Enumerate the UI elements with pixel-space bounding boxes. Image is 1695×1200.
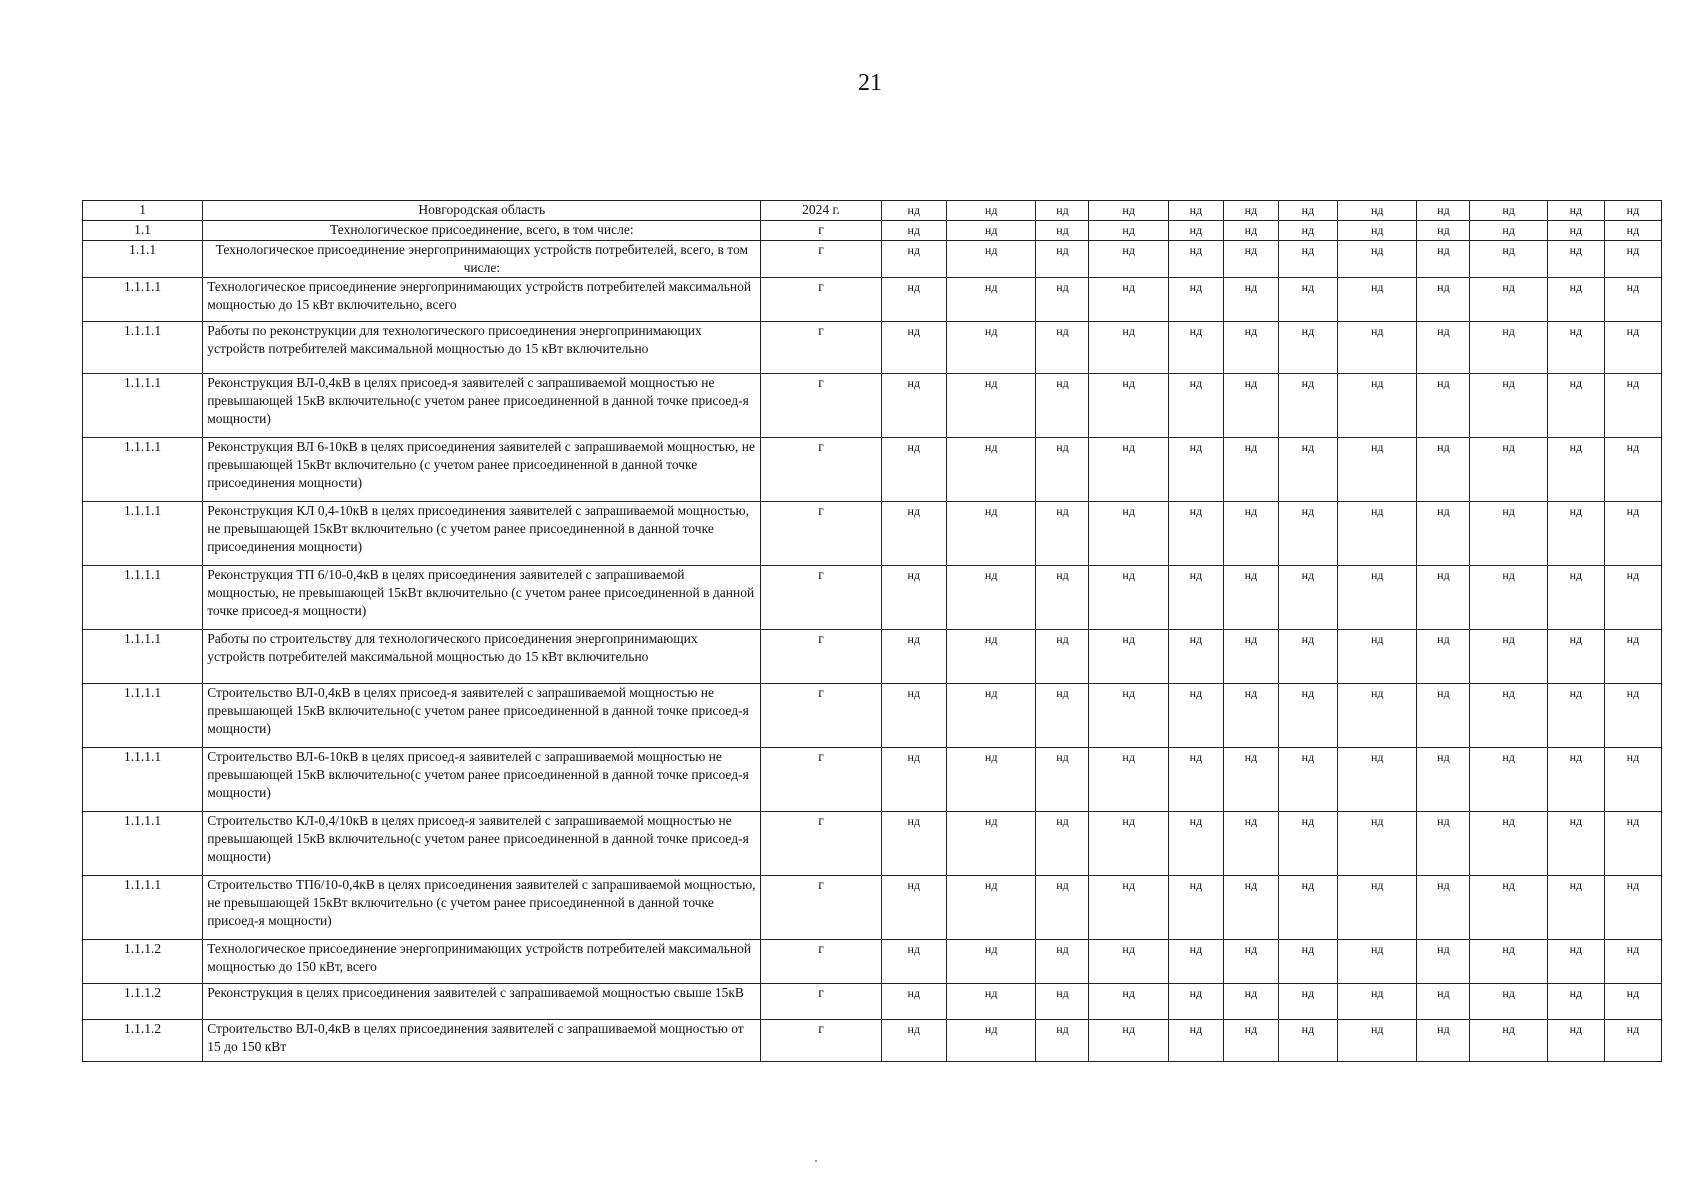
row-value: нд bbox=[1036, 984, 1089, 1020]
row-value: нд bbox=[1417, 684, 1470, 748]
row-value: нд bbox=[1470, 374, 1547, 438]
row-code: 1 bbox=[83, 201, 203, 221]
row-year: г bbox=[761, 1020, 881, 1062]
row-value: нд bbox=[1604, 201, 1661, 221]
row-value: нд bbox=[1470, 684, 1547, 748]
row-value: нд bbox=[1036, 374, 1089, 438]
row-value: нд bbox=[1089, 748, 1168, 812]
investment-table bbox=[82, 200, 1662, 1062]
row-code: 1.1.1.2 bbox=[83, 984, 203, 1020]
row-value: нд bbox=[1036, 278, 1089, 322]
row-value: нд bbox=[1470, 201, 1547, 221]
row-value: нд bbox=[1278, 630, 1337, 684]
row-value: нд bbox=[1337, 1020, 1416, 1062]
row-value: нд bbox=[1337, 940, 1416, 984]
row-value: нд bbox=[1168, 684, 1223, 748]
row-value: нд bbox=[1168, 630, 1223, 684]
row-year: г bbox=[761, 241, 881, 278]
row-value: нд bbox=[1417, 748, 1470, 812]
row-value: нд bbox=[1168, 322, 1223, 374]
row-value: нд bbox=[1417, 1020, 1470, 1062]
table-row bbox=[83, 241, 1662, 278]
row-value: нд bbox=[1337, 322, 1416, 374]
scan-speck bbox=[815, 1160, 817, 1162]
row-value: нд bbox=[1604, 630, 1661, 684]
row-code: 1.1.1 bbox=[83, 241, 203, 278]
row-year: г bbox=[761, 812, 881, 876]
row-year: г bbox=[761, 221, 881, 241]
row-value: нд bbox=[1278, 1020, 1337, 1062]
row-value: нд bbox=[1417, 566, 1470, 630]
row-value: нд bbox=[1278, 374, 1337, 438]
row-value: нд bbox=[1417, 940, 1470, 984]
table-row bbox=[83, 940, 1662, 984]
row-name: Строительство ВЛ-6-10кВ в целях присоед-я заявителей с запрашиваемой мощностью не превышающей 15кВ включительно(с учетом ранее присоединенной в данной точке присоед-я мощности) bbox=[203, 748, 761, 812]
row-value: нд bbox=[1089, 630, 1168, 684]
row-value: нд bbox=[1337, 241, 1416, 278]
table-row bbox=[83, 502, 1662, 566]
table-row bbox=[83, 278, 1662, 322]
row-name: Реконструкция КЛ 0,4-10кВ в целях присоединения заявителей с запрашиваемой мощностью, не превышающей 15кВт включительно (с учетом ранее присоединенной в данной точке присоединения мощности) bbox=[203, 502, 761, 566]
row-name: Новгородская область bbox=[203, 201, 761, 221]
row-value: нд bbox=[1278, 241, 1337, 278]
row-value: нд bbox=[1470, 278, 1547, 322]
row-value: нд bbox=[1604, 374, 1661, 438]
row-value: нд bbox=[1089, 1020, 1168, 1062]
row-value: нд bbox=[1604, 1020, 1661, 1062]
row-value: нд bbox=[881, 748, 946, 812]
row-value: нд bbox=[1036, 502, 1089, 566]
row-value: нд bbox=[1604, 241, 1661, 278]
row-value: нд bbox=[1168, 502, 1223, 566]
table-row bbox=[83, 812, 1662, 876]
row-value: нд bbox=[1417, 374, 1470, 438]
row-name: Работы по строительству для технологического присоединения энергопринимающих устройств потребителей максимальной мощностью до 15 кВт включительно bbox=[203, 630, 761, 684]
row-value: нд bbox=[1223, 241, 1278, 278]
row-year: г bbox=[761, 630, 881, 684]
row-value: нд bbox=[1278, 201, 1337, 221]
row-value: нд bbox=[1089, 221, 1168, 241]
row-value: нд bbox=[1278, 502, 1337, 566]
row-value: нд bbox=[1278, 876, 1337, 940]
row-name: Строительство ТП6/10-0,4кВ в целях присоединения заявителей с запрашиваемой мощностью, не превышающей 15кВт включительно (с учетом ранее присоединенной в данной точке присоед-я мощности) bbox=[203, 876, 761, 940]
row-value: нд bbox=[1168, 1020, 1223, 1062]
row-value: нд bbox=[1547, 684, 1604, 748]
row-code: 1.1.1.1 bbox=[83, 322, 203, 374]
table-row bbox=[83, 984, 1662, 1020]
row-year: г bbox=[761, 278, 881, 322]
row-value: нд bbox=[881, 630, 946, 684]
row-value: нд bbox=[1470, 748, 1547, 812]
row-value: нд bbox=[1168, 438, 1223, 502]
row-code: 1.1.1.1 bbox=[83, 278, 203, 322]
row-value: нд bbox=[1278, 322, 1337, 374]
row-value: нд bbox=[1089, 438, 1168, 502]
row-value: нд bbox=[1223, 221, 1278, 241]
row-code: 1.1.1.1 bbox=[83, 748, 203, 812]
row-value: нд bbox=[881, 876, 946, 940]
row-value: нд bbox=[1278, 984, 1337, 1020]
row-value: нд bbox=[881, 438, 946, 502]
row-value: нд bbox=[1278, 684, 1337, 748]
row-value: нд bbox=[1089, 502, 1168, 566]
row-code: 1.1.1.1 bbox=[83, 566, 203, 630]
row-value: нд bbox=[1604, 748, 1661, 812]
row-value: нд bbox=[1089, 876, 1168, 940]
row-value: нд bbox=[1604, 278, 1661, 322]
row-value: нд bbox=[1604, 812, 1661, 876]
row-year: г bbox=[761, 876, 881, 940]
row-value: нд bbox=[881, 374, 946, 438]
row-code: 1.1.1.1 bbox=[83, 374, 203, 438]
row-year: г bbox=[761, 322, 881, 374]
row-value: нд bbox=[1223, 322, 1278, 374]
row-value: нд bbox=[1470, 322, 1547, 374]
row-value: нд bbox=[1470, 940, 1547, 984]
row-value: нд bbox=[1337, 684, 1416, 748]
row-value: нд bbox=[1223, 984, 1278, 1020]
table-row bbox=[83, 748, 1662, 812]
row-value: нд bbox=[1337, 566, 1416, 630]
row-value: нд bbox=[946, 201, 1036, 221]
row-value: нд bbox=[1036, 438, 1089, 502]
row-value: нд bbox=[1089, 566, 1168, 630]
row-value: нд bbox=[1036, 322, 1089, 374]
row-value: нд bbox=[1036, 748, 1089, 812]
row-value: нд bbox=[1036, 876, 1089, 940]
row-value: нд bbox=[1089, 812, 1168, 876]
row-value: нд bbox=[1604, 221, 1661, 241]
row-value: нд bbox=[1337, 984, 1416, 1020]
table-row bbox=[83, 201, 1662, 221]
row-value: нд bbox=[946, 684, 1036, 748]
row-value: нд bbox=[1417, 876, 1470, 940]
row-year: г bbox=[761, 374, 881, 438]
row-value: нд bbox=[1604, 984, 1661, 1020]
row-value: нд bbox=[1036, 221, 1089, 241]
row-value: нд bbox=[1278, 221, 1337, 241]
row-value: нд bbox=[946, 241, 1036, 278]
row-value: нд bbox=[1223, 684, 1278, 748]
row-name: Реконструкция ТП 6/10-0,4кВ в целях присоединения заявителей с запрашиваемой мощностью, не превышающей 15кВт включительно (с учетом ранее присоединенной в данной точке присоед-я мощности) bbox=[203, 566, 761, 630]
row-value: нд bbox=[881, 241, 946, 278]
row-name: Технологическое присоединение энергопринимающих устройств потребителей максимальной мощностью до 15 кВт включительно, всего bbox=[203, 278, 761, 322]
row-value: нд bbox=[1036, 201, 1089, 221]
row-year: г bbox=[761, 984, 881, 1020]
row-code: 1.1.1.1 bbox=[83, 876, 203, 940]
row-value: нд bbox=[1337, 438, 1416, 502]
row-value: нд bbox=[1547, 438, 1604, 502]
row-value: нд bbox=[1547, 241, 1604, 278]
row-code: 1.1.1.1 bbox=[83, 502, 203, 566]
row-value: нд bbox=[1089, 322, 1168, 374]
row-value: нд bbox=[946, 502, 1036, 566]
row-year: г bbox=[761, 566, 881, 630]
row-value: нд bbox=[1223, 438, 1278, 502]
table-body bbox=[83, 201, 1662, 1062]
row-value: нд bbox=[1417, 984, 1470, 1020]
row-value: нд bbox=[1337, 876, 1416, 940]
row-value: нд bbox=[1337, 630, 1416, 684]
row-value: нд bbox=[946, 630, 1036, 684]
row-value: нд bbox=[881, 322, 946, 374]
row-value: нд bbox=[946, 566, 1036, 630]
table-row bbox=[83, 684, 1662, 748]
row-value: нд bbox=[1223, 566, 1278, 630]
row-value: нд bbox=[1168, 984, 1223, 1020]
row-value: нд bbox=[1223, 1020, 1278, 1062]
row-value: нд bbox=[1604, 940, 1661, 984]
row-name: Технологическое присоединение энергопринимающих устройств потребителей максимальной мощностью до 150 кВт, всего bbox=[203, 940, 761, 984]
table-row bbox=[83, 438, 1662, 502]
row-code: 1.1.1.1 bbox=[83, 812, 203, 876]
row-value: нд bbox=[1337, 201, 1416, 221]
row-value: нд bbox=[1168, 940, 1223, 984]
row-value: нд bbox=[1168, 221, 1223, 241]
row-value: нд bbox=[1547, 374, 1604, 438]
row-value: нд bbox=[1470, 221, 1547, 241]
row-name: Строительство ВЛ-0,4кВ в целях присоед-я заявителей с запрашиваемой мощностью не превышающей 15кВ включительно(с учетом ранее присоединенной в данной точке присоед-я мощности) bbox=[203, 684, 761, 748]
row-year: г bbox=[761, 502, 881, 566]
table-row bbox=[83, 566, 1662, 630]
row-value: нд bbox=[946, 1020, 1036, 1062]
row-value: нд bbox=[1168, 812, 1223, 876]
row-value: нд bbox=[1337, 374, 1416, 438]
row-name: Технологическое присоединение энергопринимающих устройств потребителей, всего, в том числе: bbox=[203, 241, 761, 278]
row-value: нд bbox=[1604, 876, 1661, 940]
row-value: нд bbox=[1417, 278, 1470, 322]
row-year: 2024 г. bbox=[761, 201, 881, 221]
row-value: нд bbox=[881, 812, 946, 876]
row-value: нд bbox=[1089, 684, 1168, 748]
row-value: нд bbox=[1417, 221, 1470, 241]
row-value: нд bbox=[1036, 684, 1089, 748]
row-value: нд bbox=[1604, 322, 1661, 374]
row-value: нд bbox=[1089, 940, 1168, 984]
row-value: нд bbox=[1604, 438, 1661, 502]
row-value: нд bbox=[946, 984, 1036, 1020]
row-value: нд bbox=[1547, 502, 1604, 566]
row-value: нд bbox=[946, 374, 1036, 438]
row-name: Реконструкция ВЛ 6-10кВ в целях присоединения заявителей с запрашиваемой мощностью, не превышающей 15кВт включительно (с учетом ранее присоединенной в данной точке присоединения мощности) bbox=[203, 438, 761, 502]
row-value: нд bbox=[1223, 374, 1278, 438]
row-value: нд bbox=[1337, 278, 1416, 322]
row-value: нд bbox=[1417, 322, 1470, 374]
row-value: нд bbox=[1089, 374, 1168, 438]
row-value: нд bbox=[1417, 812, 1470, 876]
row-value: нд bbox=[946, 278, 1036, 322]
row-value: нд bbox=[1168, 748, 1223, 812]
row-value: нд bbox=[1089, 201, 1168, 221]
row-value: нд bbox=[1604, 502, 1661, 566]
row-value: нд bbox=[1036, 241, 1089, 278]
row-value: нд bbox=[1470, 630, 1547, 684]
row-value: нд bbox=[1547, 278, 1604, 322]
row-value: нд bbox=[1470, 1020, 1547, 1062]
row-value: нд bbox=[1278, 748, 1337, 812]
row-value: нд bbox=[1168, 241, 1223, 278]
row-year: г bbox=[761, 748, 881, 812]
page-number: 21 bbox=[858, 70, 882, 96]
row-value: нд bbox=[1547, 630, 1604, 684]
table-row bbox=[83, 876, 1662, 940]
row-value: нд bbox=[1278, 438, 1337, 502]
row-year: г bbox=[761, 684, 881, 748]
row-value: нд bbox=[946, 748, 1036, 812]
row-value: нд bbox=[1168, 566, 1223, 630]
row-value: нд bbox=[1547, 1020, 1604, 1062]
row-value: нд bbox=[1278, 812, 1337, 876]
row-value: нд bbox=[1337, 812, 1416, 876]
row-code: 1.1 bbox=[83, 221, 203, 241]
row-value: нд bbox=[881, 940, 946, 984]
row-value: нд bbox=[1278, 278, 1337, 322]
row-value: нд bbox=[1089, 278, 1168, 322]
row-value: нд bbox=[1604, 566, 1661, 630]
row-value: нд bbox=[1278, 566, 1337, 630]
row-name: Строительство КЛ-0,4/10кВ в целях присоед-я заявителей с запрашиваемой мощностью не превышающей 15кВ включительно(с учетом ранее присоединенной в данной точке присоед-я мощности) bbox=[203, 812, 761, 876]
row-value: нд bbox=[1470, 984, 1547, 1020]
row-value: нд bbox=[1417, 438, 1470, 502]
row-value: нд bbox=[1168, 201, 1223, 221]
row-value: нд bbox=[1470, 812, 1547, 876]
row-value: нд bbox=[1547, 748, 1604, 812]
row-value: нд bbox=[1036, 566, 1089, 630]
row-value: нд bbox=[1417, 502, 1470, 566]
row-value: нд bbox=[1470, 241, 1547, 278]
table-row bbox=[83, 374, 1662, 438]
row-value: нд bbox=[1547, 940, 1604, 984]
row-value: нд bbox=[1417, 241, 1470, 278]
row-value: нд bbox=[1337, 221, 1416, 241]
row-value: нд bbox=[1547, 322, 1604, 374]
row-code: 1.1.1.2 bbox=[83, 940, 203, 984]
row-value: нд bbox=[881, 684, 946, 748]
row-value: нд bbox=[1417, 201, 1470, 221]
row-value: нд bbox=[881, 221, 946, 241]
row-value: нд bbox=[1036, 1020, 1089, 1062]
row-value: нд bbox=[881, 984, 946, 1020]
row-value: нд bbox=[1223, 876, 1278, 940]
row-code: 1.1.1.1 bbox=[83, 684, 203, 748]
row-value: нд bbox=[881, 1020, 946, 1062]
row-value: нд bbox=[1223, 630, 1278, 684]
row-value: нд bbox=[946, 322, 1036, 374]
row-value: нд bbox=[881, 201, 946, 221]
row-name: Работы по реконструкции для технологического присоединения энергопринимающих устройств потребителей максимальной мощностью до 15 кВт включительно bbox=[203, 322, 761, 374]
row-value: нд bbox=[1547, 984, 1604, 1020]
row-value: нд bbox=[1168, 876, 1223, 940]
row-year: г bbox=[761, 940, 881, 984]
row-value: нд bbox=[1036, 812, 1089, 876]
row-value: нд bbox=[1168, 278, 1223, 322]
row-value: нд bbox=[1604, 684, 1661, 748]
row-value: нд bbox=[946, 876, 1036, 940]
row-value: нд bbox=[1547, 566, 1604, 630]
row-name: Реконструкция ВЛ-0,4кВ в целях присоед-я заявителей с запрашиваемой мощностью не превышающей 15кВ включительно(с учетом ранее присоединенной в данной точке присоед-я мощности) bbox=[203, 374, 761, 438]
row-value: нд bbox=[1278, 940, 1337, 984]
row-value: нд bbox=[881, 502, 946, 566]
row-value: нд bbox=[1223, 940, 1278, 984]
row-value: нд bbox=[1223, 748, 1278, 812]
row-value: нд bbox=[881, 278, 946, 322]
row-year: г bbox=[761, 438, 881, 502]
row-value: нд bbox=[1417, 630, 1470, 684]
table-row bbox=[83, 322, 1662, 374]
row-value: нд bbox=[1470, 502, 1547, 566]
row-value: нд bbox=[1337, 502, 1416, 566]
row-code: 1.1.1.1 bbox=[83, 630, 203, 684]
row-value: нд bbox=[1547, 221, 1604, 241]
row-value: нд bbox=[1036, 940, 1089, 984]
row-value: нд bbox=[1547, 812, 1604, 876]
row-value: нд bbox=[946, 438, 1036, 502]
row-name: Технологическое присоединение, всего, в том числе: bbox=[203, 221, 761, 241]
row-value: нд bbox=[1470, 566, 1547, 630]
table-row bbox=[83, 1020, 1662, 1062]
row-value: нд bbox=[946, 221, 1036, 241]
row-value: нд bbox=[946, 940, 1036, 984]
table-row bbox=[83, 630, 1662, 684]
row-code: 1.1.1.2 bbox=[83, 1020, 203, 1062]
row-value: нд bbox=[1547, 876, 1604, 940]
row-value: нд bbox=[1168, 374, 1223, 438]
row-code: 1.1.1.1 bbox=[83, 438, 203, 502]
row-value: нд bbox=[1223, 812, 1278, 876]
row-value: нд bbox=[881, 566, 946, 630]
row-value: нд bbox=[946, 812, 1036, 876]
row-value: нд bbox=[1089, 984, 1168, 1020]
row-value: нд bbox=[1089, 241, 1168, 278]
row-name: Строительство ВЛ-0,4кВ в целях присоединения заявителей с запрашиваемой мощностью от 15 до 150 кВт bbox=[203, 1020, 761, 1062]
row-value: нд bbox=[1470, 876, 1547, 940]
row-value: нд bbox=[1337, 748, 1416, 812]
row-value: нд bbox=[1223, 502, 1278, 566]
row-value: нд bbox=[1036, 630, 1089, 684]
row-value: нд bbox=[1223, 201, 1278, 221]
table-row bbox=[83, 221, 1662, 241]
row-value: нд bbox=[1223, 278, 1278, 322]
row-value: нд bbox=[1547, 201, 1604, 221]
row-value: нд bbox=[1470, 438, 1547, 502]
row-name: Реконструкция в целях присоединения заявителей с запрашиваемой мощностью свыше 15кВ bbox=[203, 984, 761, 1020]
